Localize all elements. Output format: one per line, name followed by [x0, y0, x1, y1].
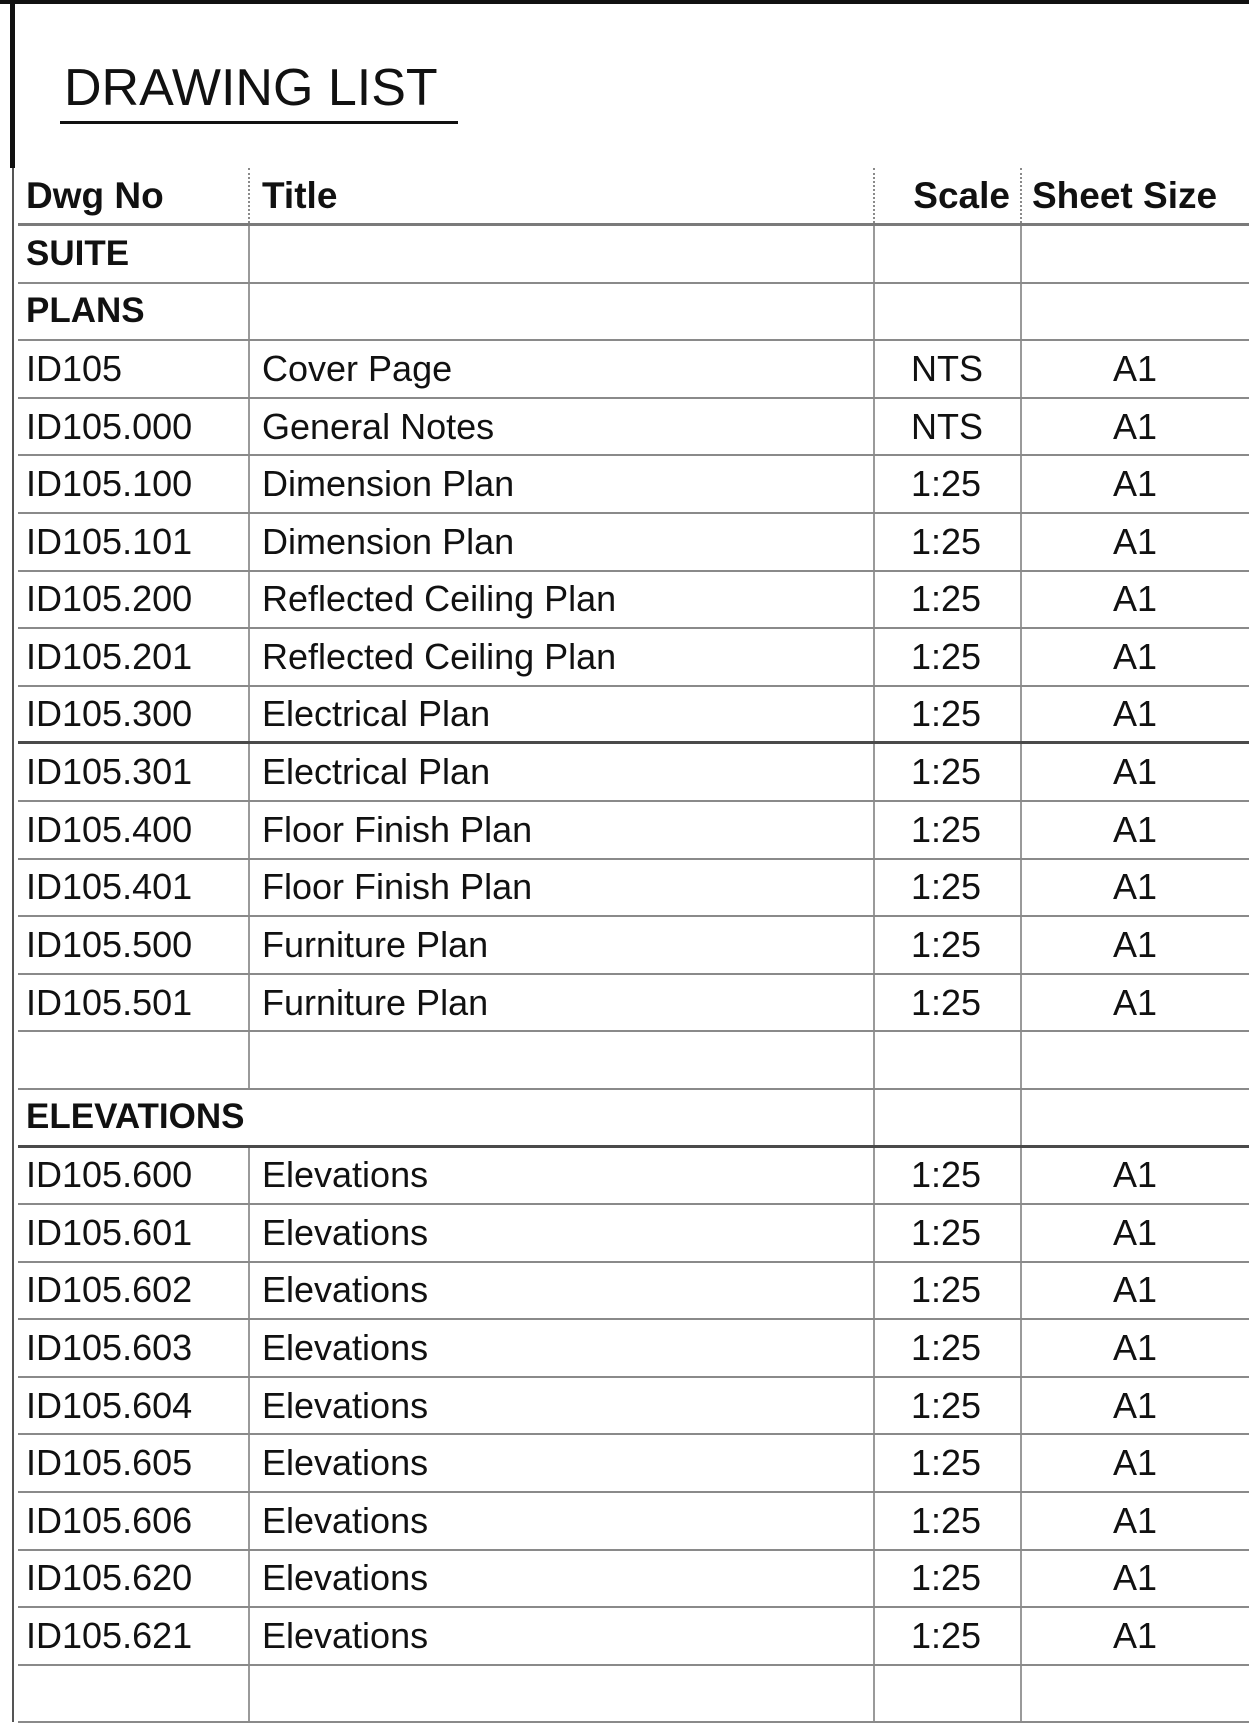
table-row — [18, 687, 1249, 745]
title-cell — [250, 1090, 875, 1145]
title-cell: Dimension Plan — [250, 456, 875, 512]
title-cell: Floor Finish Plan — [250, 860, 875, 916]
dwg-no-cell: ID105.400 — [18, 802, 250, 858]
sheet-size-cell: A1 — [1113, 347, 1158, 389]
title-cell — [250, 284, 875, 340]
table-row — [18, 1493, 1249, 1551]
dwg-no-cell — [18, 1666, 250, 1722]
sheet-border-top — [0, 0, 1249, 4]
dwg-no-cell: ID105.621 — [18, 1608, 250, 1664]
scale-cell: 1:25 — [875, 629, 1022, 685]
table-header-row — [18, 168, 1249, 226]
sheet-size-cell: A1 — [1113, 463, 1158, 505]
dwg-no-cell: ID105.601 — [18, 1205, 250, 1261]
sheet-size-cell: A1 — [1113, 1211, 1158, 1253]
scale-cell: 1:25 — [875, 1263, 1022, 1319]
scale-cell: 1:25 — [875, 1551, 1022, 1607]
title-cell — [250, 1032, 875, 1088]
drawing-list-table — [18, 168, 1249, 1723]
dwg-no-cell — [18, 1032, 250, 1088]
dwg-no-cell: ID105.606 — [18, 1493, 250, 1549]
sheet-size-cell: A1 — [1113, 1154, 1158, 1196]
scale-cell: 1:25 — [875, 1435, 1022, 1491]
sheet-size-cell: A1 — [1113, 1327, 1158, 1369]
sheet-border-left — [10, 0, 15, 168]
scale-cell: 1:25 — [875, 1493, 1022, 1549]
sheet-size-cell: A1 — [1113, 808, 1158, 850]
title-cell — [250, 1666, 875, 1722]
sheet-size-cell: A1 — [1113, 405, 1158, 447]
title-cell: Elevations — [250, 1435, 875, 1491]
sheet-size-cell: A1 — [1113, 1269, 1158, 1311]
dwg-no-cell: ID105.200 — [18, 572, 250, 628]
title-cell: Floor Finish Plan — [250, 802, 875, 858]
title-cell: Elevations — [250, 1493, 875, 1549]
dwg-no-cell: ID105.000 — [18, 399, 250, 455]
table-row — [18, 399, 1249, 457]
title-cell: Elevations — [250, 1378, 875, 1434]
table-row — [18, 341, 1249, 399]
scale-cell: 1:25 — [875, 802, 1022, 858]
sheet-size-cell — [1022, 1666, 1249, 1722]
column-header-dwg-no: Dwg No — [18, 168, 250, 223]
scale-cell: 1:25 — [875, 1608, 1022, 1664]
title-cell: Furniture Plan — [250, 917, 875, 973]
scale-cell: 1:25 — [875, 1148, 1022, 1204]
dwg-no-cell: ID105.603 — [18, 1320, 250, 1376]
title-cell — [250, 226, 875, 282]
sheet-size-cell — [1022, 284, 1249, 340]
title-cell: Elevations — [250, 1608, 875, 1664]
title-cell: Furniture Plan — [250, 975, 875, 1031]
empty-row — [18, 1666, 1249, 1723]
scale-cell — [875, 1090, 1022, 1145]
title-cell: General Notes — [250, 399, 875, 455]
table-row — [18, 1263, 1249, 1321]
dwg-no-cell: ID105.604 — [18, 1378, 250, 1434]
title-cell: Reflected Ceiling Plan — [250, 572, 875, 628]
page-title: DRAWING LIST — [64, 59, 438, 117]
dwg-no-cell: ID105.201 — [18, 629, 250, 685]
title-cell: Elevations — [250, 1148, 875, 1204]
sheet-size-cell — [1022, 1032, 1249, 1088]
table-row — [18, 629, 1249, 687]
sheet-size-cell: A1 — [1113, 578, 1158, 620]
sheet-border-left-thin — [12, 168, 14, 1722]
section-label-row — [18, 284, 1249, 342]
dwg-no-cell: ID105.101 — [18, 514, 250, 570]
table-row — [18, 917, 1249, 975]
table-row — [18, 975, 1249, 1033]
scale-cell: 1:25 — [875, 572, 1022, 628]
table-row — [18, 1435, 1249, 1493]
scale-cell: 1:25 — [875, 860, 1022, 916]
scale-cell: 1:25 — [875, 687, 1022, 742]
scale-cell: NTS — [875, 399, 1022, 455]
dwg-no-cell: ID105.605 — [18, 1435, 250, 1491]
dwg-no-cell: ID105.100 — [18, 456, 250, 512]
sheet-size-cell: A1 — [1113, 1499, 1158, 1541]
sheet-size-cell: A1 — [1113, 1557, 1158, 1599]
title-cell: Elevations — [250, 1205, 875, 1261]
sheet-size-cell: A1 — [1113, 866, 1158, 908]
column-header-sheet-size: Sheet Size — [1032, 174, 1218, 216]
sheet-size-cell: A1 — [1113, 981, 1158, 1023]
sheet-size-cell: A1 — [1113, 1442, 1158, 1484]
column-header-scale: Scale — [875, 168, 1022, 223]
title-cell: Elevations — [250, 1263, 875, 1319]
scale-cell — [875, 1666, 1022, 1722]
section-label: SUITE — [18, 226, 250, 282]
table-row — [18, 1378, 1249, 1436]
title-cell: Elevations — [250, 1551, 875, 1607]
title-cell: Cover Page — [250, 341, 875, 397]
sheet-size-cell: A1 — [1113, 923, 1158, 965]
table-row — [18, 572, 1249, 630]
scale-cell: 1:25 — [875, 1378, 1022, 1434]
scale-cell: NTS — [875, 341, 1022, 397]
sheet-size-cell — [1022, 1090, 1249, 1145]
table-row — [18, 1205, 1249, 1263]
table-row — [18, 860, 1249, 918]
column-header-title: Title — [250, 168, 875, 223]
table-row — [18, 1320, 1249, 1378]
sheet-size-cell: A1 — [1113, 693, 1158, 735]
scale-cell — [875, 1032, 1022, 1088]
table-row — [18, 744, 1249, 802]
title-cell: Electrical Plan — [250, 744, 875, 800]
table-row — [18, 1551, 1249, 1609]
section-label-row — [18, 226, 1249, 284]
dwg-no-cell: ID105.501 — [18, 975, 250, 1031]
dwg-no-cell: ID105 — [18, 341, 250, 397]
dwg-no-cell: ID105.620 — [18, 1551, 250, 1607]
sheet-size-cell: A1 — [1113, 751, 1158, 793]
scale-cell: 1:25 — [875, 975, 1022, 1031]
scale-cell — [875, 284, 1022, 340]
dwg-no-cell: ID105.301 — [18, 744, 250, 800]
sheet-size-cell: A1 — [1113, 520, 1158, 562]
dwg-no-cell: ID105.602 — [18, 1263, 250, 1319]
sheet-size-cell — [1022, 226, 1249, 282]
sheet-size-cell: A1 — [1113, 1615, 1158, 1657]
dwg-no-cell: ID105.600 — [18, 1148, 250, 1204]
section-label-row — [18, 1090, 1249, 1148]
dwg-no-cell: ID105.500 — [18, 917, 250, 973]
table-row — [18, 456, 1249, 514]
sheet-size-cell: A1 — [1113, 1384, 1158, 1426]
title-cell: Dimension Plan — [250, 514, 875, 570]
dwg-no-cell: ID105.401 — [18, 860, 250, 916]
title-cell: Electrical Plan — [250, 687, 875, 742]
table-row — [18, 514, 1249, 572]
scale-cell: 1:25 — [875, 1205, 1022, 1261]
title-cell: Elevations — [250, 1320, 875, 1376]
section-label: ELEVATIONS — [26, 1097, 245, 1137]
scale-cell: 1:25 — [875, 514, 1022, 570]
title-underline — [60, 121, 458, 124]
scale-cell — [875, 226, 1022, 282]
scale-cell: 1:25 — [875, 456, 1022, 512]
table-row — [18, 1608, 1249, 1666]
table-row — [18, 802, 1249, 860]
scale-cell: 1:25 — [875, 744, 1022, 800]
title-cell: Reflected Ceiling Plan — [250, 629, 875, 685]
empty-row — [18, 1032, 1249, 1090]
scale-cell: 1:25 — [875, 1320, 1022, 1376]
section-label: PLANS — [18, 284, 250, 340]
sheet-size-cell: A1 — [1113, 635, 1158, 677]
dwg-no-cell: ID105.300 — [18, 687, 250, 742]
scale-cell: 1:25 — [875, 917, 1022, 973]
table-body — [18, 226, 1249, 1723]
table-row — [18, 1148, 1249, 1206]
